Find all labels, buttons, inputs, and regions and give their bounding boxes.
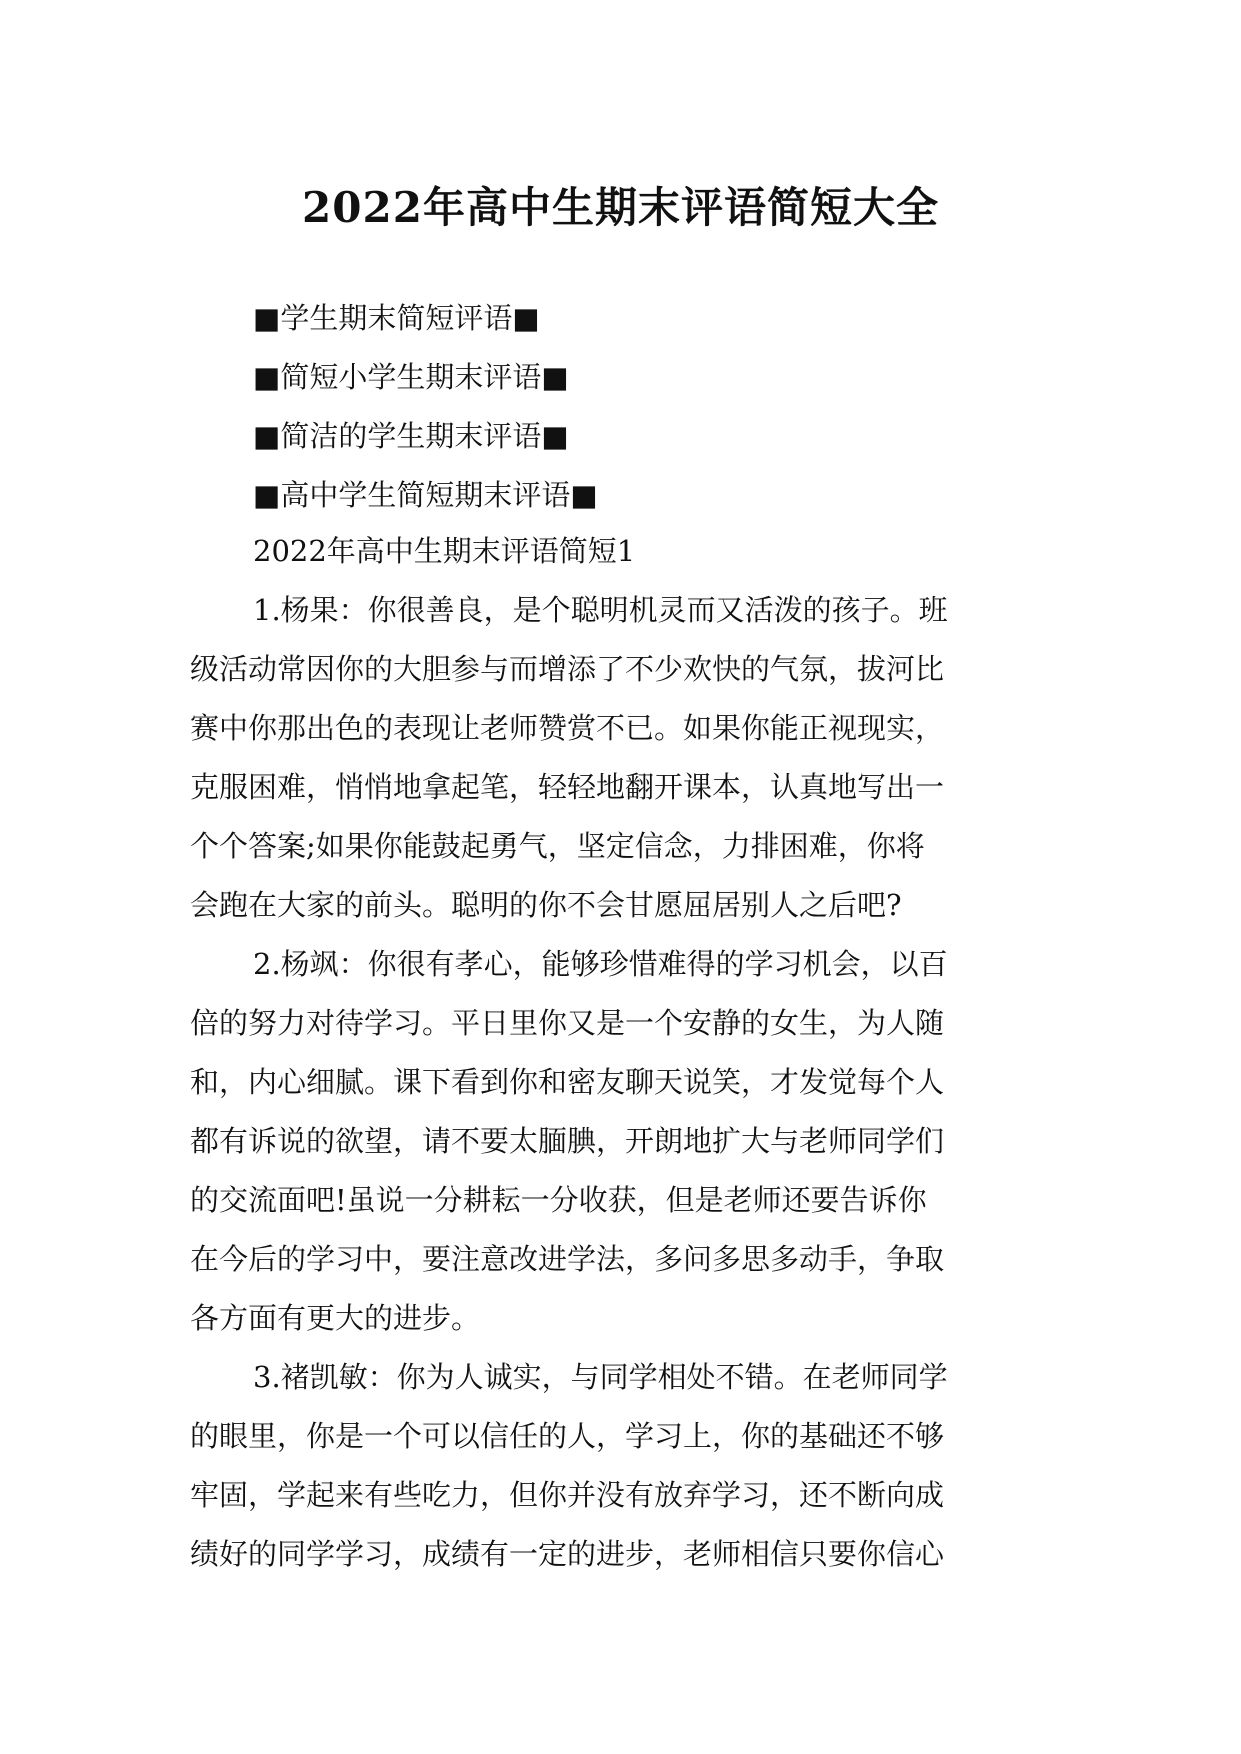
related-link[interactable]: ■简洁的学生期末评语■ (253, 419, 569, 453)
paragraph-line: 个个答案;如果你能鼓起勇气，坚定信念，力排困难，你将 (190, 829, 925, 863)
paragraph-line: 2.杨飒：你很有孝心，能够珍惜难得的学习机会，以百 (253, 947, 948, 981)
comment-paragraph-1 (190, 581, 1050, 935)
paragraph-line: 在今后的学习中，要注意改进学法，多问多思多动手，争取 (190, 1242, 945, 1276)
related-links-list (253, 289, 598, 525)
related-link[interactable]: ■学生期末简短评语■ (253, 301, 540, 335)
paragraph-line: 倍的努力对待学习。平日里你又是一个安静的女生，为人随 (190, 1006, 945, 1040)
paragraph-line: 和，内心细腻。课下看到你和密友聊天说笑，才发觉每个人 (190, 1065, 945, 1099)
section-heading: 2022年高中生期末评语简短1 (253, 534, 636, 568)
paragraph-line: 绩好的同学学习，成绩有一定的进步，老师相信只要你信心 (190, 1537, 945, 1571)
paragraph-line: 都有诉说的欲望，请不要太腼腆，开朗地扩大与老师同学们 (190, 1124, 945, 1158)
paragraph-line: 会跑在大家的前头。聪明的你不会甘愿屈居别人之后吧? (190, 888, 902, 922)
paragraph-line: 1.杨果：你很善良，是个聪明机灵而又活泼的孩子。班 (253, 593, 948, 627)
document-body (190, 522, 1050, 1584)
related-link[interactable]: ■高中学生简短期末评语■ (253, 478, 598, 512)
paragraph-line: 克服困难，悄悄地拿起笔，轻轻地翻开课本，认真地写出一 (190, 770, 945, 804)
paragraph-line: 各方面有更大的进步。 (190, 1301, 481, 1335)
paragraph-line: 赛中你那出色的表现让老师赞赏不已。如果你能正视现实， (190, 711, 945, 745)
paragraph-line: 的交流面吧!虽说一分耕耘一分收获，但是老师还要告诉你 (190, 1183, 927, 1217)
paragraph-line: 级活动常因你的大胆参与而增添了不少欢快的气氛，拔河比 (190, 652, 945, 686)
document-title: 2022年高中生期末评语简短大全 (302, 183, 939, 233)
paragraph-line: 牢固，学起来有些吃力，但你并没有放弃学习，还不断向成 (190, 1478, 945, 1512)
comment-paragraph-3 (190, 1348, 1050, 1584)
paragraph-line: 3.褚凯敏：你为人诚实，与同学相处不错。在老师同学 (253, 1360, 948, 1394)
paragraph-line: 的眼里，你是一个可以信任的人，学习上，你的基础还不够 (190, 1419, 945, 1453)
related-link[interactable]: ■简短小学生期末评语■ (253, 360, 569, 394)
comment-paragraph-2 (190, 935, 1050, 1348)
